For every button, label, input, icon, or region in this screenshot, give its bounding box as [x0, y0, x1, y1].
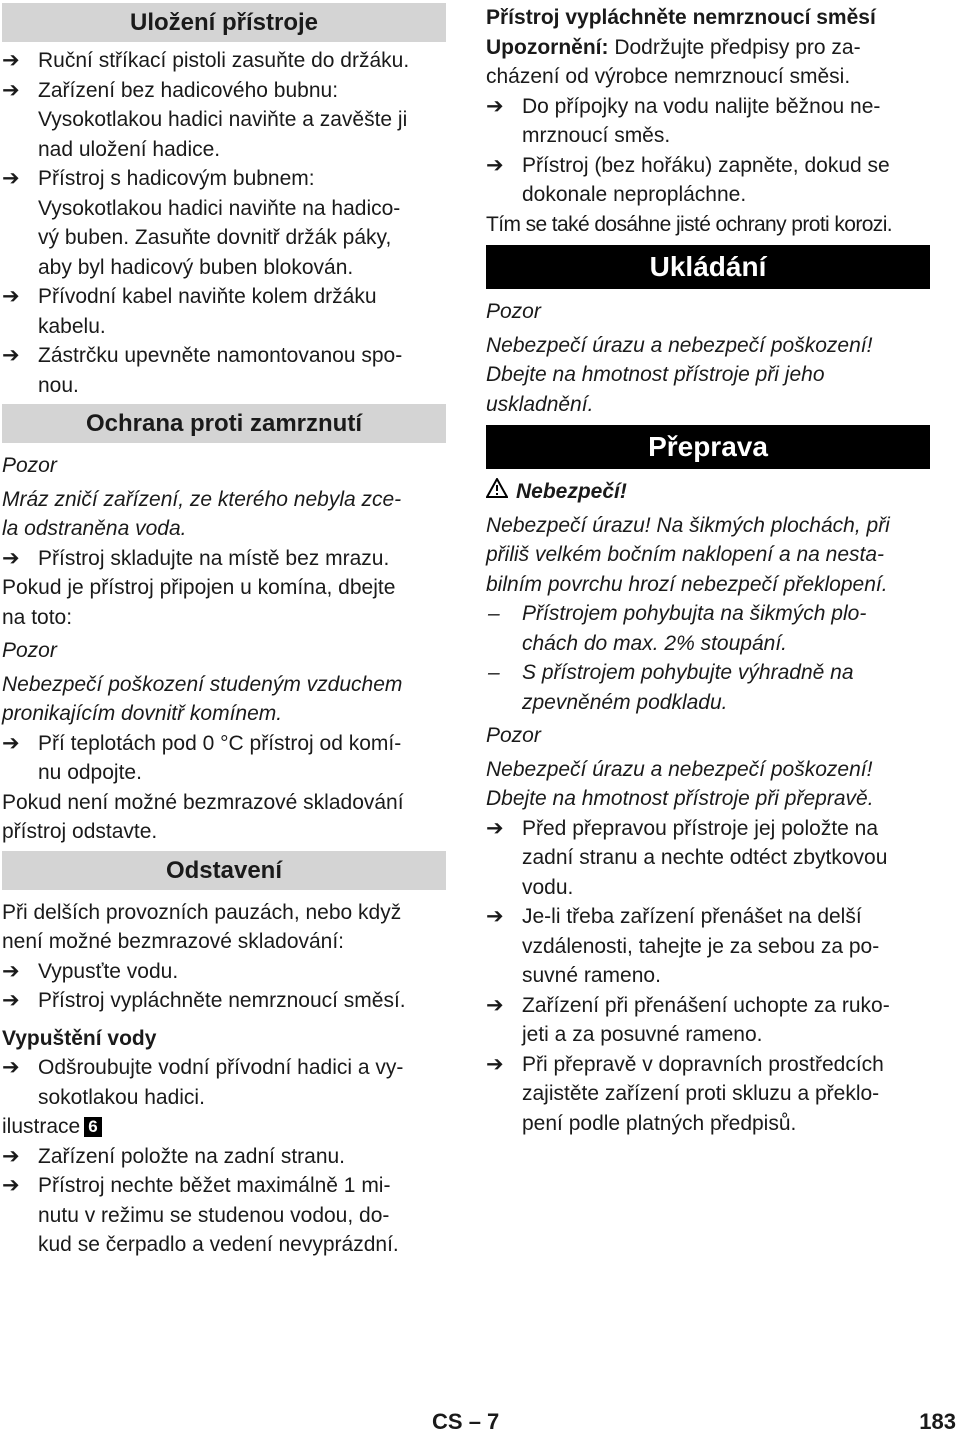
caution-label: Pozor	[2, 454, 57, 477]
list-item: ➔ Zařízení položte na zadní stranu.	[2, 1142, 446, 1172]
section-heading-shutdown: Odstavení	[2, 851, 446, 890]
list-item: ➔ Přívodní kabel naviňte kolem držáku kabelu.	[2, 282, 446, 341]
list-item: ➔ Pří teplotách pod 0 °C přístroj od komí- nu odpojte.	[2, 729, 446, 788]
arrow-right-icon: ➔	[486, 153, 504, 177]
danger-label: Nebezpečí!	[516, 480, 627, 503]
arrow-right-icon: ➔	[2, 959, 20, 983]
list-item: ➔ Před přepravou přístroje jej položte na zadní stranu a nechte odtéct zbytkovou vodu.	[486, 814, 930, 903]
arrow-right-icon: ➔	[486, 1052, 504, 1076]
arrow-right-icon: ➔	[486, 816, 504, 840]
stow-warning: Nebezpečí úrazu a nebezpečí poškození! Dbejte na hmotnost přístroje při jeho uskladnění.	[486, 333, 873, 416]
page-number: 183	[919, 1409, 956, 1434]
list-item: ➔ Přístroj nechte běžet maximálně 1 mi- nutu v režimu se studenou vodou, do- kud se čerpadlo a vedení nevyprázdní.	[2, 1171, 446, 1260]
arrow-right-icon: ➔	[2, 344, 20, 367]
arrow-right-icon: ➔	[2, 546, 20, 570]
warning-triangle-icon	[486, 477, 516, 507]
illustration-ref: ilustrace 6	[2, 1112, 446, 1142]
shutdown-text: Při delších provozních pauzách, nebo když není možné bezmrazové skladování:	[2, 900, 402, 953]
dash-bullet: –	[488, 602, 500, 625]
list-item: ➔ Zařízení při přenášení uchopte za ruko- jeti a za posuvné rameno.	[486, 991, 930, 1050]
flush-note: Tím se také dosáhne jisté ochrany proti korozi.	[486, 212, 893, 236]
transport-warning: Nebezpečí úrazu a nebezpečí poškození! Dbejte na hmotnost přístroje při přepravě.	[486, 757, 874, 810]
arrow-right-icon: ➔	[486, 905, 504, 928]
list-item: – S přístrojem pohybujte výhradně na zpevněném podkladu.	[486, 658, 930, 717]
frost-warning: Mráz zničí zařízení, ze kterého nebyla zce- la odstraněna voda.	[2, 487, 402, 540]
list-item: ➔ Přístroj s hadicovým bubnem: Vysokotlakou hadici naviňte na hadico- vý buben. Zasuňte dovnitř držák páky, aby byl hadicový buben blokován.	[2, 164, 446, 282]
arrow-right-icon: ➔	[2, 285, 20, 308]
figure-number-badge: 6	[84, 1117, 101, 1137]
subheading-drain: Vypuštění vody	[2, 1026, 157, 1050]
left-column	[2, 3, 446, 1260]
arrow-right-icon: ➔	[2, 731, 20, 755]
section-heading-transport: Přeprava	[486, 425, 930, 469]
section-heading-storage: Uložení přístroje	[2, 3, 446, 42]
arrow-right-icon: ➔	[2, 1144, 20, 1168]
dash-bullet: –	[488, 661, 500, 684]
arrow-right-icon: ➔	[486, 94, 504, 118]
nofrost-text: Pokud není možné bezmrazové skladování přístroj odstavte.	[2, 790, 404, 843]
list-item: ➔ Přístroj vypláchněte nemrznoucí směsí.	[2, 986, 446, 1016]
caution-label: Pozor	[2, 639, 57, 662]
list-item: ➔ Odšroubujte vodní přívodní hadici a vy- sokotlakou hadici.	[2, 1053, 446, 1112]
list-item: ➔ Zástrčku upevněte namontovanou spo- nou.	[2, 341, 446, 400]
list-item: ➔ Vypusťte vodu.	[2, 957, 446, 987]
footer-section-label: CS – 7	[432, 1409, 500, 1434]
list-item: ➔ Přístroj (bez hořáku) zapněte, dokud se dokonale nepropláchne.	[486, 151, 930, 210]
right-column	[486, 3, 930, 1138]
arrow-right-icon: ➔	[2, 989, 20, 1012]
list-item: ➔ Ruční stříkací pistoli zasuňte do držáku.	[2, 46, 446, 76]
section-heading-frost: Ochrana proti zamrznutí	[2, 404, 446, 443]
list-item: ➔ Při přepravě v dopravních prostředcích zajistěte zařízení proti skluzu a překlo- pení podle platných předpisů.	[486, 1050, 930, 1139]
arrow-right-icon: ➔	[486, 993, 504, 1017]
list-item: ➔ Je-li třeba zařízení přenášet na delší vzdálenosti, tahejte je za sebou za po- suvné rameno.	[486, 902, 930, 991]
danger-text: Nebezpečí úrazu! Na šikmých plochách, při přiliš velkém bočním naklopení a na nesta- bilním povrchu hrozí nebezpečí překlopení.	[486, 513, 890, 596]
arrow-right-icon: ➔	[2, 1056, 20, 1079]
list-item: – Přístrojem pohybujta na šikmých plo- chách do max. 2% stoupání.	[486, 599, 930, 658]
arrow-right-icon: ➔	[2, 167, 20, 190]
arrow-right-icon: ➔	[2, 49, 20, 72]
caution-label: Pozor	[486, 300, 541, 323]
arrow-right-icon: ➔	[2, 1174, 20, 1197]
subheading-flush: Přístroj vypláchněte nemrznoucí směsí	[486, 6, 876, 29]
list-item: ➔ Do přípojky na vodu nalijte běžnou ne- mrznoucí směs.	[486, 92, 930, 151]
caution-label: Pozor	[486, 724, 541, 747]
notice: Upozornění: Dodržujte předpisy pro za- cházení od výrobce nemrznoucí směsi.	[486, 35, 861, 88]
section-heading-stow: Ukládání	[486, 245, 930, 289]
list-item: ➔ Přístroj skladujte na místě bez mrazu.	[2, 544, 446, 574]
chimney-text: Pokud je přístroj připojen u komína, dbejte na toto:	[2, 576, 396, 629]
arrow-right-icon: ➔	[2, 78, 20, 102]
chimney-warning: Nebezpečí poškození studeným vzduchem pronikajícím dovnitř komínem.	[2, 672, 403, 725]
list-item: ➔ Zařízení bez hadicového bubnu: Vysokotlakou hadici naviňte a zavěšte ji nad uložení hadice.	[2, 76, 446, 165]
